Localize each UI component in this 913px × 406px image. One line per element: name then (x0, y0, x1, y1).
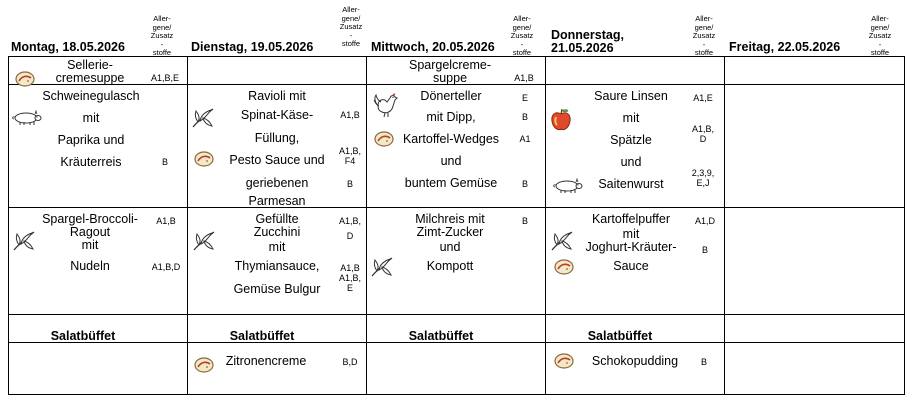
main1-wednesday-line: buntem Gemüse (404, 176, 498, 190)
main1-tuesday-line: geriebenen (245, 176, 309, 190)
allergen-main1-thursday: D (699, 134, 707, 144)
allergen-header-text: gene/ (152, 22, 172, 32)
allergen-main1-wednesday: E (521, 93, 528, 103)
allergen-main2-tuesday: E (346, 283, 353, 293)
allergen-soup-wednesday: A1,B (514, 73, 534, 83)
herb-icon (12, 230, 36, 252)
herb-icon (191, 107, 215, 129)
allergen-dessert-thursday: B (700, 357, 707, 367)
allergen-main1-tuesday: F4 (344, 156, 356, 166)
potato-icon (553, 352, 575, 370)
allergen-header-text: gene/ (341, 13, 361, 23)
grid-line (904, 56, 905, 395)
allergen-header-text: - (702, 39, 706, 49)
main1-tuesday-line: Füllung, (254, 131, 300, 145)
allergen-main1-tuesday: A1,B, (338, 146, 361, 156)
potato-icon (14, 70, 36, 88)
main1-wednesday-line: und (440, 154, 462, 168)
herb-icon (550, 230, 574, 252)
grid-line (187, 56, 188, 395)
main1-wednesday-line: Kartoffel-Wedges (402, 132, 500, 146)
allergen-header-text: Zusatz (692, 31, 716, 41)
main2-monday-line: mit (81, 238, 99, 252)
main1-monday-line: Schweinegulasch (42, 89, 140, 103)
herb-icon (192, 230, 216, 252)
main2-monday-line: Nudeln (70, 259, 110, 273)
allergen-header-text: Aller- (342, 5, 360, 14)
allergen-main2-thursday: A1,D (694, 216, 715, 226)
main1-monday-line: Kräuterreis (60, 155, 122, 169)
main2-monday-line: Spargel-Broccoli- (42, 212, 138, 226)
allergen-header-text: gene/ (694, 22, 714, 32)
day-header-friday: Freitag, 22.05.2026 (729, 40, 841, 54)
grid-line (545, 56, 546, 395)
dessert-thursday: Schokopudding (591, 354, 679, 368)
allergen-main1-thursday: E,J (696, 178, 710, 188)
allergen-soup-monday: A1,B,E (150, 73, 179, 83)
grid-line (8, 207, 905, 208)
salad-thursday: Salatbüffet (587, 329, 653, 343)
day-header-thursday-line1: Donnerstag, (551, 28, 624, 42)
main2-wednesday-line: Zimt-Zucker (416, 225, 484, 239)
day-header-monday: Montag, 18.05.2026 (11, 40, 125, 54)
grid-line (366, 56, 367, 395)
allergen-header-text: Zusatz (868, 31, 892, 41)
grid-line (8, 56, 905, 57)
allergen-main2-tuesday: D (346, 231, 354, 241)
potato-icon (193, 150, 215, 168)
main1-thursday-line: Saure Linsen (594, 89, 668, 103)
allergen-main1-monday: B (161, 157, 168, 167)
allergen-main1-tuesday: A1,B (340, 110, 360, 120)
allergen-header-text: - (160, 39, 164, 49)
allergen-main2-tuesday: A1,B, (338, 273, 361, 283)
allergen-main2-tuesday: A1,B (340, 263, 360, 273)
allergen-header-tuesday (333, 6, 369, 49)
main2-tuesday-line: mit (268, 240, 286, 254)
soup-monday-line: cremesuppe (55, 71, 125, 85)
soup-wednesday-line: suppe (432, 71, 468, 85)
main2-thursday-line: Joghurt-Kräuter- (585, 240, 677, 254)
allergen-main2-wednesday: B (521, 216, 528, 226)
allergen-header-text: - (878, 39, 882, 49)
allergen-header-text: stoffe (512, 48, 532, 58)
main1-thursday-line: mit (622, 111, 640, 125)
allergen-header-text: stoffe (870, 48, 890, 58)
main2-monday-line: Ragout (69, 225, 111, 239)
allergen-header-monday (144, 15, 180, 58)
main1-tuesday-line: Pesto Sauce und (229, 153, 325, 167)
allergen-main1-wednesday: B (521, 112, 528, 122)
allergen-main2-thursday: B (701, 245, 708, 255)
main2-wednesday-line: Kompott (426, 259, 474, 273)
main1-thursday-line: Saitenwurst (598, 177, 664, 191)
allergen-header-text: Aller- (153, 14, 171, 23)
soup-monday-line: Sellerie- (67, 58, 113, 72)
grid-line (8, 56, 9, 395)
allergen-header-friday (862, 15, 898, 58)
dessert-tuesday: Zitronencreme (225, 354, 307, 368)
allergen-header-text: gene/ (870, 22, 890, 32)
salad-wednesday: Salatbüffet (408, 329, 474, 343)
main2-tuesday-line: Thymiansauce, (234, 259, 320, 273)
allergen-header-text: Aller- (871, 14, 889, 23)
main1-tuesday-line: Ravioli mit (248, 89, 306, 103)
main2-thursday-line: mit (622, 227, 640, 241)
allergen-header-text: stoffe (694, 48, 714, 58)
main2-tuesday-line: Gemüse Bulgur (233, 282, 321, 296)
main2-thursday-line: Kartoffelpuffer (591, 212, 671, 226)
main1-tuesday-line: Spinat-Käse- (240, 108, 314, 122)
allergen-header-text: Zusatz (150, 31, 174, 41)
allergen-main2-tuesday: A1,B, (338, 216, 361, 226)
allergen-header-text: Zusatz (510, 31, 534, 41)
grid-line (8, 394, 905, 395)
allergen-main1-wednesday: B (521, 179, 528, 189)
main2-wednesday-line: Milchreis mit (415, 212, 485, 226)
allergen-main1-thursday: 2,3,9, (691, 168, 715, 178)
allergen-dessert-tuesday: B,D (342, 357, 358, 367)
main2-wednesday-line: und (439, 240, 461, 254)
day-header-thursday-line2: 21.05.2026 (551, 41, 614, 55)
apple-icon (550, 108, 572, 132)
day-header-tuesday: Dienstag, 19.05.2026 (191, 40, 314, 54)
main2-tuesday-line: Gefüllte (255, 212, 299, 226)
allergen-main2-monday: A1,B,D (151, 262, 181, 272)
main1-monday-line: Paprika und (57, 133, 125, 147)
allergen-main1-tuesday: B (346, 179, 353, 189)
main1-wednesday-line: Dönerteller (420, 89, 482, 103)
allergen-main1-thursday: A1,B, (691, 124, 714, 134)
allergen-header-text: stoffe (152, 48, 172, 58)
main1-thursday-line: und (620, 155, 642, 169)
main1-monday-line: mit (82, 111, 100, 125)
allergen-header-text: stoffe (341, 39, 361, 49)
allergen-main1-wednesday: A1 (519, 134, 531, 144)
allergen-header-text: - (349, 30, 353, 40)
main2-thursday-line: Sauce (613, 259, 649, 273)
allergen-header-text: Zusatz (339, 22, 363, 32)
day-header-thursday (551, 29, 624, 55)
allergen-header-text: Aller- (695, 14, 713, 23)
allergen-header-wednesday (504, 15, 540, 58)
grid-line (724, 56, 725, 395)
potato-icon (193, 356, 215, 374)
allergen-header-text: Aller- (513, 14, 531, 23)
allergen-main1-thursday: A1,E (693, 93, 713, 103)
allergen-header-thursday (686, 15, 722, 58)
salad-monday: Salatbüffet (50, 329, 116, 343)
main1-wednesday-line: mit Dipp, (426, 110, 476, 124)
soup-wednesday-line: Spargelcreme- (409, 58, 491, 72)
grid-line (8, 314, 905, 315)
main2-tuesday-line: Zucchini (253, 225, 301, 239)
allergen-header-text: - (520, 39, 524, 49)
potato-icon (553, 258, 575, 276)
salad-tuesday: Salatbüffet (229, 329, 295, 343)
day-header-wednesday: Mittwoch, 20.05.2026 (371, 40, 495, 54)
allergen-header-text: gene/ (512, 22, 532, 32)
allergen-main2-monday: A1,B (156, 216, 176, 226)
main1-tuesday-line: Parmesan (248, 194, 306, 208)
main1-thursday-line: Spätzle (610, 133, 652, 147)
